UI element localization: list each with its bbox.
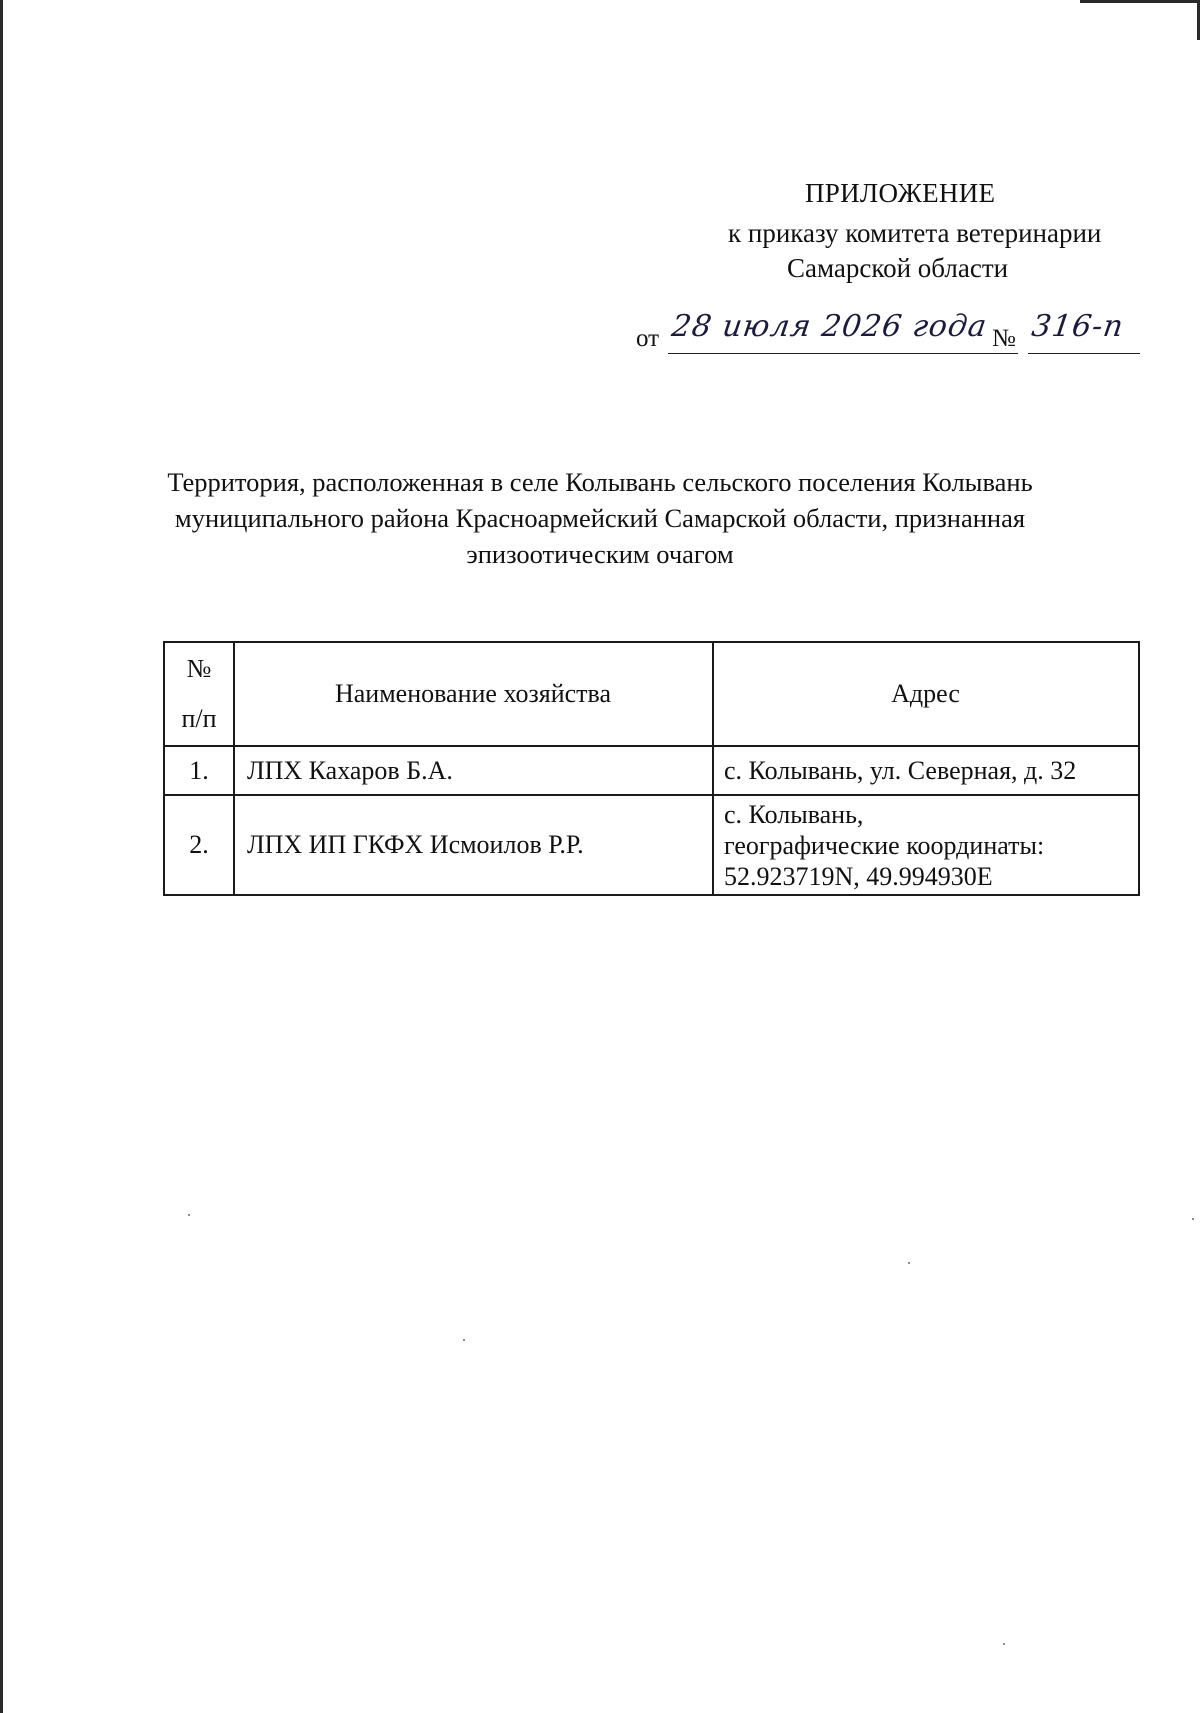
row-address: с. Колывань, ул. Северная, д. 32 — [713, 746, 1139, 795]
order-reference — [636, 309, 1141, 359]
order-number-handwritten: 316-п — [1029, 309, 1127, 344]
row-address: с. Колывань, географические координаты: 52.923719N, 49.994930E — [713, 795, 1139, 895]
order-number-sign: № — [992, 325, 1016, 352]
row-number: 1. — [164, 746, 234, 795]
order-date-handwritten: 28 июля 2026 года — [669, 309, 990, 344]
header-number: № п/п — [164, 642, 234, 746]
row-farm-name: ЛПХ Кахаров Б.А. — [234, 746, 713, 795]
scan-speck — [908, 1262, 910, 1264]
scan-edge-left — [0, 0, 3, 1713]
order-from-label: от — [636, 325, 660, 352]
document-heading — [150, 464, 1050, 572]
farms-table — [163, 641, 1140, 896]
appendix-title: ПРИЛОЖЕНИЕ — [805, 178, 996, 208]
heading-line1: Территория, расположенная в селе Колывань сельского поселения Колывань — [167, 467, 1033, 497]
heading-line2: муниципального района Красноармейский Самарской области, признанная — [174, 503, 1026, 533]
row-farm-name: ЛПХ ИП ГКФХ Исмоилов Р.Р. — [234, 795, 713, 895]
header-address: Адрес — [713, 642, 1139, 746]
row-number: 2. — [164, 795, 234, 895]
order-date-field — [668, 309, 1018, 354]
scan-edge-top — [1080, 0, 1200, 3]
scan-speck — [463, 1339, 465, 1341]
header-farm-name: Наименование хозяйства — [234, 642, 713, 746]
order-number-field — [1028, 309, 1140, 354]
table-header-row — [164, 642, 1139, 746]
appendix-subtitle-line1: к приказу комитета ветеринарии — [728, 218, 1102, 248]
table-row — [164, 795, 1139, 895]
table-row — [164, 746, 1139, 795]
scan-speck — [1192, 1218, 1194, 1220]
heading-line3: эпизоотическим очагом — [466, 539, 734, 569]
scan-speck — [1003, 1643, 1005, 1645]
appendix-subtitle-line2: Самарской области — [787, 253, 1009, 283]
scan-speck — [188, 1214, 190, 1216]
